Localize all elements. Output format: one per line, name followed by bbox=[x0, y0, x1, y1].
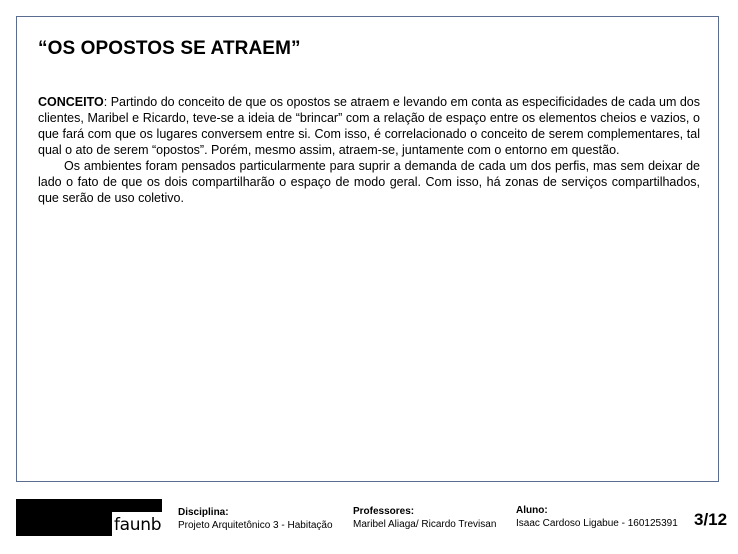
disciplina-value: Projeto Arquitetônico 3 - Habitação bbox=[178, 520, 333, 531]
aluno-block bbox=[516, 504, 678, 530]
aluno-value: Isaac Cardoso Ligabue - 160125391 bbox=[516, 518, 678, 529]
page-title: “OS OPOSTOS SE ATRAEM” bbox=[38, 38, 301, 59]
disciplina-block bbox=[178, 506, 333, 532]
logo-text: faunb bbox=[114, 515, 162, 535]
logo-bar bbox=[109, 512, 112, 536]
concept-lead: CONCEITO bbox=[38, 95, 104, 109]
paragraph-concept bbox=[38, 94, 700, 158]
aluno-label: Aluno: bbox=[516, 505, 548, 516]
disciplina-label: Disciplina: bbox=[178, 507, 229, 518]
page-number: 3/12 bbox=[694, 510, 728, 529]
body-text bbox=[38, 94, 700, 206]
professores-label: Professores: bbox=[353, 506, 415, 517]
concept-text: : Partindo do conceito de que os opostos se atraem e levando em conta as especificidades de cada um dos clientes, Maribel e Ricardo, teve-se a ideia de “brincar” com a relação de espaço entre os elementos cheios e vazios, o que fará com que os lugares conversem entre si. Com isso, é correlacionado o conceito de serem complementares, tal qual o ato de serem “opostos”. Porém, mesmo assim, atraem-se, juntamente com o entorno em questão. bbox=[38, 95, 700, 157]
professores-block bbox=[353, 505, 496, 531]
paragraph-ambientes: Os ambientes foram pensados particularmente para suprir a demanda de cada um dos perfis, mas sem deixar de lado o fato de que os dois compartilharão o espaço de modo geral. Com isso, há zonas de serviços compartilhados, que serão de uso coletivo. bbox=[38, 159, 700, 205]
faunb-logo bbox=[16, 499, 162, 536]
professores-value: Maribel Aliaga/ Ricardo Trevisan bbox=[353, 519, 497, 530]
content-frame bbox=[16, 16, 719, 482]
